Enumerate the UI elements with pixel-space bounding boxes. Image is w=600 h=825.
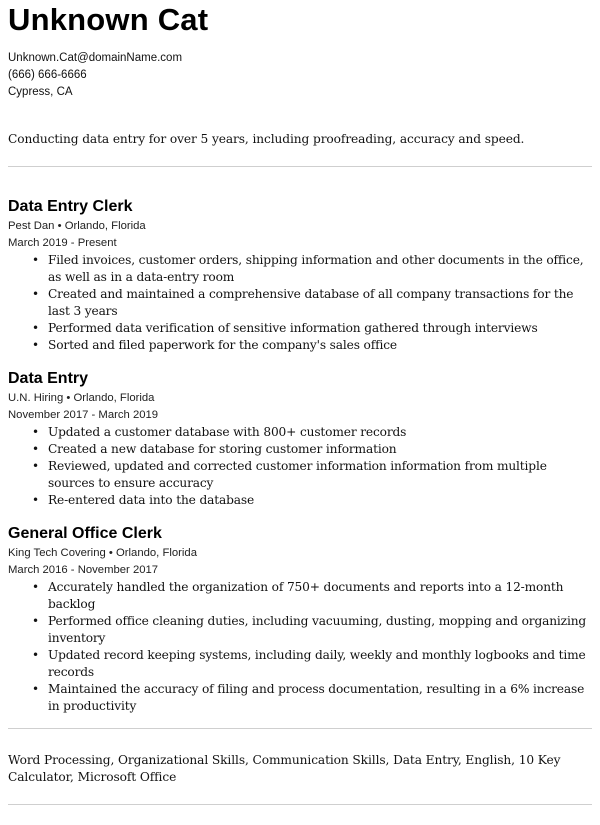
bullet-text: Created and maintained a comprehensive database of all company transactions for the last 3 years: [48, 287, 574, 318]
candidate-name: Unknown Cat: [8, 2, 209, 37]
job-bullet: [32, 424, 598, 441]
bullet-text: Accurately handled the organization of 750+ documents and reports into a 12-month backlog: [48, 580, 564, 611]
job-bullets: [8, 424, 598, 509]
job-bullets: [8, 252, 598, 354]
contact-phone: (666) 666-6666: [8, 69, 87, 81]
contact-location: Cypress, CA: [8, 86, 73, 98]
job-bullet: [32, 681, 598, 715]
bullet-text: Performed data verification of sensitive information gathered through interviews: [48, 321, 538, 335]
bullet-icon: •: [32, 459, 39, 473]
bullet-text: Filed invoices, customer orders, shipping information and other documents in the office, as well as in a data-entry room: [48, 253, 584, 284]
job-bullet: [32, 337, 598, 354]
bullet-text: Created a new database for storing customer information: [48, 442, 397, 456]
job-bullets: [8, 579, 598, 715]
professional-summary: Conducting data entry for over 5 years, including proofreading, accuracy and speed.: [8, 132, 525, 146]
experience-entry: [8, 523, 598, 715]
job-bullet: [32, 320, 598, 337]
job-company-location: Pest Dan • Orlando, Florida: [8, 220, 146, 232]
bullet-icon: •: [32, 648, 39, 662]
bullet-text: Updated a customer database with 800+ customer records: [48, 425, 407, 439]
job-bullet: [32, 441, 598, 458]
job-dates: March 2019 - Present: [8, 237, 117, 249]
job-title: Data Entry: [8, 370, 89, 387]
job-bullet: [32, 492, 598, 509]
experience-entry: [8, 196, 598, 354]
bullet-icon: •: [32, 493, 39, 507]
bullet-text: Maintained the accuracy of filing and process documentation, resulting in a 6% increase in productivity: [48, 682, 585, 713]
bullet-text: Re-entered data into the database: [48, 493, 255, 507]
job-dates: November 2017 - March 2019: [8, 409, 159, 421]
job-bullet: [32, 579, 598, 613]
bullet-text: Updated record keeping systems, including daily, weekly and monthly logbooks and time records: [48, 648, 586, 679]
bullet-icon: •: [32, 442, 39, 456]
bullet-icon: •: [32, 321, 39, 335]
bullet-icon: •: [32, 287, 39, 301]
skills-list: Word Processing, Organizational Skills, Communication Skills, Data Entry, English, 10 Key Calculator, Microsoft Office: [8, 753, 561, 784]
section-divider: [8, 166, 592, 167]
job-bullet: [32, 647, 598, 681]
job-dates: March 2016 - November 2017: [8, 564, 159, 576]
contact-email: Unknown.Cat@domainName.com: [8, 52, 183, 64]
bullet-text: Sorted and filed paperwork for the company's sales office: [48, 338, 397, 352]
contact-info: [8, 50, 182, 101]
section-divider: [8, 804, 592, 805]
bullet-icon: •: [32, 253, 39, 267]
bullet-icon: •: [32, 580, 39, 594]
section-divider: [8, 728, 592, 729]
job-bullet: [32, 252, 598, 286]
bullet-icon: •: [32, 614, 39, 628]
job-company-location: U.N. Hiring • Orlando, Florida: [8, 392, 155, 404]
job-company-location: King Tech Covering • Orlando, Florida: [8, 547, 197, 559]
job-title: Data Entry Clerk: [8, 198, 133, 215]
experience-entry: [8, 368, 598, 509]
job-bullet: [32, 286, 598, 320]
bullet-text: Reviewed, updated and corrected customer information information from multiple sources to ensure accuracy: [48, 459, 547, 490]
job-bullet: [32, 613, 598, 647]
job-title: General Office Clerk: [8, 525, 162, 542]
bullet-icon: •: [32, 682, 39, 696]
job-bullet: [32, 458, 598, 492]
bullet-icon: •: [32, 425, 39, 439]
bullet-icon: •: [32, 338, 39, 352]
bullet-text: Performed office cleaning duties, including vacuuming, dusting, mopping and organizing inventory: [48, 614, 587, 645]
